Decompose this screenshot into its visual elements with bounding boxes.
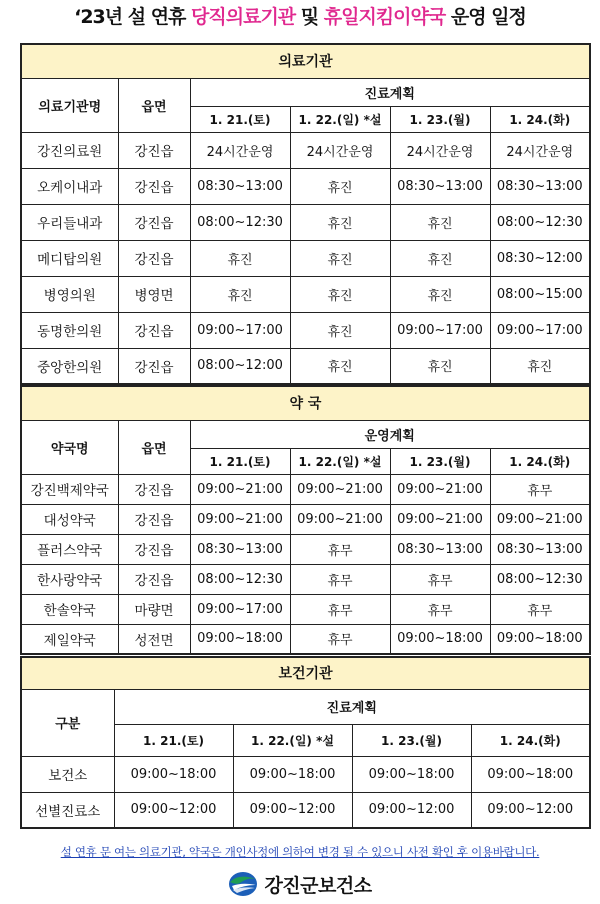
table-row: [21, 594, 590, 624]
row-town-cell: 강진읍: [118, 504, 190, 534]
schedule-cell: 24시간운영: [390, 132, 490, 168]
row-name-cell: 강진의료원: [21, 132, 118, 168]
schedule-cell: 08:30~13:00: [390, 534, 490, 564]
schedule-cell: 09:00~18:00: [490, 624, 590, 654]
row-name-cell: 중앙한의원: [21, 348, 118, 384]
medical-section-header: 의료기관: [21, 44, 590, 78]
row-town-cell: 병영면: [118, 276, 190, 312]
schedule-cell: 24시간운영: [190, 132, 290, 168]
schedule-cell: 09:00~12:00: [114, 792, 233, 828]
row-name-cell: 강진백제약국: [21, 474, 118, 504]
row-town-cell: 마량면: [118, 594, 190, 624]
page-title: [0, 0, 600, 34]
footer: [0, 868, 600, 900]
schedule-cell: 휴무: [290, 534, 390, 564]
schedule-cell: 휴진: [290, 168, 390, 204]
schedule-cell: 09:00~21:00: [190, 474, 290, 504]
schedule-cell: 08:30~13:00: [490, 168, 590, 204]
schedule-cell: 휴무: [290, 624, 390, 654]
schedule-cell: 휴진: [190, 276, 290, 312]
schedule-cell: 08:00~12:30: [190, 204, 290, 240]
title-highlight-pharmacy: 휴일지킴이약국: [323, 6, 446, 28]
row-town-cell: 강진읍: [118, 348, 190, 384]
schedule-cell: 휴무: [390, 564, 490, 594]
schedule-cell: 09:00~18:00: [352, 756, 471, 792]
schedule-cell: 24시간운영: [490, 132, 590, 168]
row-name-cell: 선별진료소: [21, 792, 114, 828]
schedule-cell: 09:00~18:00: [190, 624, 290, 654]
health-table: [20, 656, 591, 829]
pharmacy-table: [20, 385, 591, 655]
health-center-logo-icon: [228, 871, 258, 897]
table-row: [21, 504, 590, 534]
row-name-cell: 병영의원: [21, 276, 118, 312]
medical-col-plan: 진료계획: [190, 78, 590, 106]
medical-col-town: 읍면: [118, 78, 190, 132]
schedule-cell: 휴무: [290, 594, 390, 624]
pharmacy-date-header: 1. 22.(일) *설: [290, 448, 390, 474]
schedule-cell: 09:00~21:00: [190, 504, 290, 534]
health-date-header: 1. 24.(화): [471, 724, 590, 756]
table-row: [21, 240, 590, 276]
schedule-cell: 09:00~21:00: [490, 504, 590, 534]
schedule-cell: 09:00~18:00: [114, 756, 233, 792]
schedule-cell: 휴무: [490, 594, 590, 624]
row-town-cell: 강진읍: [118, 204, 190, 240]
title-mid: 및: [295, 6, 324, 28]
row-name-cell: 대성약국: [21, 504, 118, 534]
schedule-cell: 24시간운영: [290, 132, 390, 168]
schedule-cell: 08:00~12:00: [190, 348, 290, 384]
row-name-cell: 제일약국: [21, 624, 118, 654]
pharmacy-col-town: 읍면: [118, 420, 190, 474]
row-name-cell: 메디탑의원: [21, 240, 118, 276]
schedule-cell: 09:00~17:00: [490, 312, 590, 348]
schedule-cell: 08:00~12:30: [190, 564, 290, 594]
schedule-cell: 08:30~13:00: [390, 168, 490, 204]
organization-name: 강진군보건소: [264, 874, 372, 897]
row-town-cell: 강진읍: [118, 534, 190, 564]
pharmacy-col-plan: 운영계획: [190, 420, 590, 448]
schedule-cell: 08:00~12:30: [490, 204, 590, 240]
schedule-cell: 09:00~18:00: [390, 624, 490, 654]
row-town-cell: 강진읍: [118, 240, 190, 276]
health-date-header: 1. 21.(토): [114, 724, 233, 756]
schedule-cell: 휴진: [190, 240, 290, 276]
title-highlight-medical: 당직의료기관: [191, 6, 296, 28]
schedule-cell: 09:00~21:00: [390, 474, 490, 504]
health-col-kind: 구분: [21, 689, 114, 756]
schedule-cell: 09:00~17:00: [190, 312, 290, 348]
table-row: [21, 564, 590, 594]
schedule-cell: 09:00~18:00: [471, 756, 590, 792]
schedule-cell: 08:30~12:00: [490, 240, 590, 276]
schedule-cell: 08:00~12:30: [490, 564, 590, 594]
schedule-cell: 09:00~12:00: [471, 792, 590, 828]
table-row: [21, 132, 590, 168]
schedule-cell: 08:30~13:00: [190, 534, 290, 564]
schedule-cell: 휴무: [490, 474, 590, 504]
row-name-cell: 한솔약국: [21, 594, 118, 624]
pharmacy-date-header: 1. 24.(화): [490, 448, 590, 474]
pharmacy-date-header: 1. 23.(월): [390, 448, 490, 474]
table-row: [21, 534, 590, 564]
schedule-cell: 09:00~12:00: [352, 792, 471, 828]
medical-date-header: 1. 23.(월): [390, 106, 490, 132]
schedule-cell: 휴진: [390, 204, 490, 240]
table-row: [21, 792, 590, 828]
health-date-header: 1. 22.(일) *설: [233, 724, 352, 756]
table-row: [21, 276, 590, 312]
row-town-cell: 강진읍: [118, 312, 190, 348]
schedule-cell: 08:00~15:00: [490, 276, 590, 312]
table-row: [21, 474, 590, 504]
schedule-cell: 08:30~13:00: [490, 534, 590, 564]
pharmacy-date-header: 1. 21.(토): [190, 448, 290, 474]
pharmacy-col-name: 약국명: [21, 420, 118, 474]
pharmacy-section-header: 약 국: [21, 386, 590, 420]
row-name-cell: 보건소: [21, 756, 114, 792]
schedule-cell: 휴진: [390, 240, 490, 276]
table-row: [21, 756, 590, 792]
medical-date-header: 1. 21.(토): [190, 106, 290, 132]
table-row: [21, 204, 590, 240]
row-name-cell: 플러스약국: [21, 534, 118, 564]
table-row: [21, 348, 590, 384]
health-section-header: 보건기관: [21, 657, 590, 689]
schedule-cell: 휴진: [290, 204, 390, 240]
schedule-cell: 09:00~21:00: [390, 504, 490, 534]
title-prefix: ‘23년 설 연휴: [74, 6, 192, 28]
table-row: [21, 624, 590, 654]
medical-date-header: 1. 24.(화): [490, 106, 590, 132]
schedule-cell: 휴진: [290, 348, 390, 384]
row-town-cell: 강진읍: [118, 474, 190, 504]
row-name-cell: 동명한의원: [21, 312, 118, 348]
schedule-cell: 09:00~21:00: [290, 504, 390, 534]
schedule-cell: 09:00~12:00: [233, 792, 352, 828]
row-town-cell: 성전면: [118, 624, 190, 654]
schedule-cell: 휴진: [290, 312, 390, 348]
schedule-cell: 09:00~21:00: [290, 474, 390, 504]
row-town-cell: 강진읍: [118, 168, 190, 204]
medical-date-header: 1. 22.(일) *설: [290, 106, 390, 132]
schedule-cell: 09:00~17:00: [390, 312, 490, 348]
medical-table: [20, 43, 591, 385]
schedule-cell: 휴진: [290, 240, 390, 276]
row-town-cell: 강진읍: [118, 132, 190, 168]
notice-text: 설 연휴 문 여는 의료기관, 약국은 개인사정에 의하여 변경 될 수 있으니 사전 확인 후 이용바랍니다.: [60, 845, 540, 859]
schedule-cell: 휴진: [390, 348, 490, 384]
table-row: [21, 168, 590, 204]
schedule-cell: 08:30~13:00: [190, 168, 290, 204]
schedule-cell: 휴진: [290, 276, 390, 312]
schedule-cell: 휴진: [490, 348, 590, 384]
row-name-cell: 한사랑약국: [21, 564, 118, 594]
health-date-header: 1. 23.(월): [352, 724, 471, 756]
schedule-cell: 09:00~17:00: [190, 594, 290, 624]
schedule-cell: 휴무: [390, 594, 490, 624]
schedule-cell: 휴진: [390, 276, 490, 312]
title-suffix: 운영 일정: [445, 6, 526, 28]
health-col-plan: 진료계획: [114, 689, 590, 724]
medical-col-name: 의료기관명: [21, 78, 118, 132]
schedule-cell: 09:00~18:00: [233, 756, 352, 792]
row-name-cell: 오케이내과: [21, 168, 118, 204]
schedule-cell: 휴무: [290, 564, 390, 594]
table-row: [21, 312, 590, 348]
row-town-cell: 강진읍: [118, 564, 190, 594]
row-name-cell: 우리들내과: [21, 204, 118, 240]
